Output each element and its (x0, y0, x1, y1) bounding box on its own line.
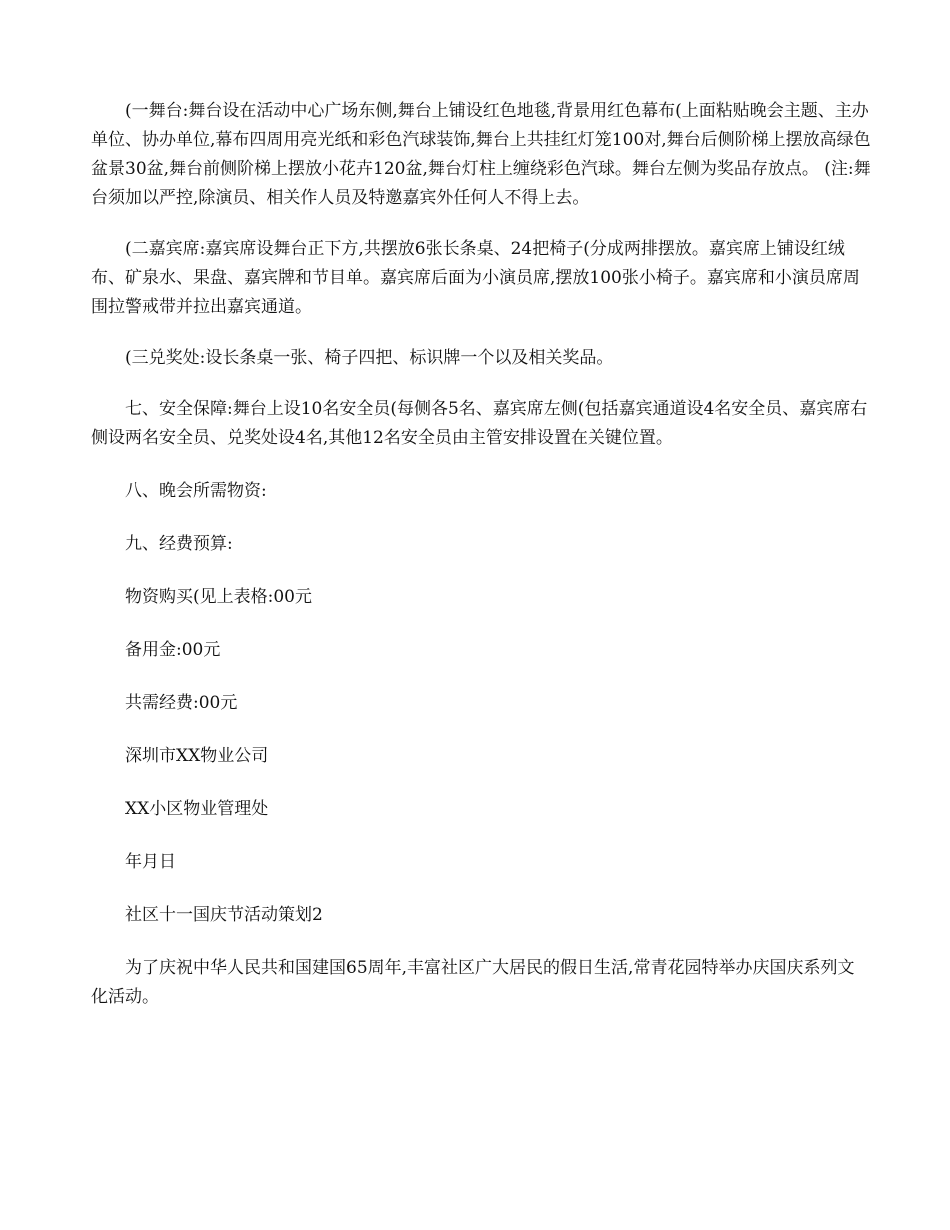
paragraph-total-budget: 共需经费:00元 (125, 693, 238, 713)
paragraph-section-title: 社区十一国庆节活动策划2 (125, 905, 323, 925)
paragraph-stage: (一舞台:舞台设在活动中心广场东侧,舞台上铺设红色地毯,背景用红色幕布(上面粘贴晚会主题、主办单位、协办单位,幕布四周用亮光纸和彩色汽球装饰,舞台上共挂红灯笼100对,舞台后侧阶梯上摆放高绿色盆景30盆,舞台前侧阶梯上摆放小花卉120盆,舞台灯柱上缠绕彩色汽球。舞台左侧为奖品存放点。 (注:舞台须加以严控,除演员、相关作人员及特邀嘉宾外任何人不得上去。 (91, 101, 871, 208)
paragraph-date: 年月日 (125, 852, 176, 872)
paragraph-company-name: 深圳市XX物业公司 (125, 746, 269, 766)
paragraph-materials: 八、晚会所需物资: (125, 481, 267, 501)
paragraph-management-office: XX小区物业管理处 (125, 799, 269, 819)
paragraph-intro: 为了庆祝中华人民共和国建国65周年,丰富社区广大居民的假日生活,常青花园特举办庆国庆系列文化活动。 (91, 958, 855, 1007)
paragraph-prize-desk: (三兑奖处:设长条桌一张、椅子四把、标识牌一个以及相关奖品。 (125, 348, 614, 368)
paragraph-security: 七、安全保障:舞台上设10名安全员(每侧各5名、嘉宾席左侧(包括嘉宾通道设4名安全员、嘉宾席右侧设两名安全员、兑奖处设4名,其他12名安全员由主管安排设置在关键位置。 (91, 399, 868, 448)
paragraph-guest-seats: (二嘉宾席:嘉宾席设舞台正下方,共摆放6张长条桌、24把椅子(分成两排摆放。嘉宾席上铺设红绒布、矿泉水、果盘、嘉宾牌和节目单。嘉宾席后面为小演员席,摆放100张小椅子。嘉宾席和小演员席周围拉警戒带并拉出嘉宾通道。 (91, 239, 860, 317)
paragraph-reserve-fund: 备用金:00元 (125, 640, 221, 660)
paragraph-budget-heading: 九、经费预算: (125, 534, 233, 554)
document-page (91, 97, 871, 1012)
paragraph-purchase-cost: 物资购买(见上表格:00元 (125, 587, 312, 607)
